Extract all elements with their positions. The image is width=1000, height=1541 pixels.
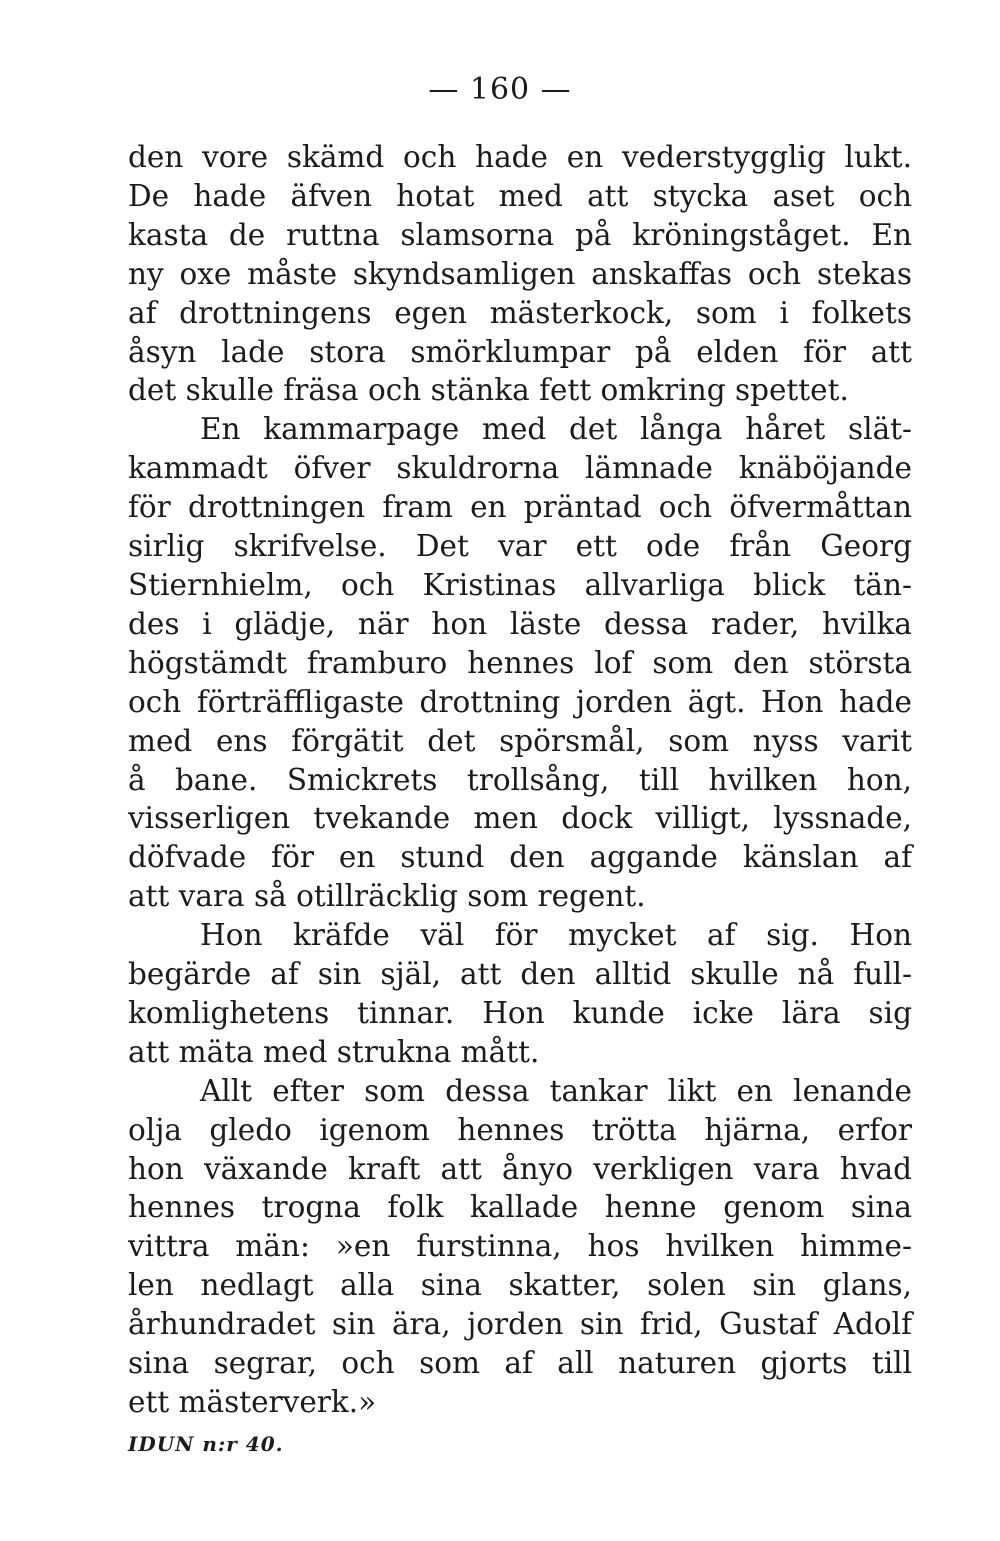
text-line: visserligen tvekande men dock villigt, lyssnade, [128,801,912,836]
text-line: åsyn lade stora smörklumpar på elden för att [128,334,912,369]
text-line: En kammarpage med det långa håret slät- [200,412,912,447]
text-line: högstämdt framburo hennes lof som den största [128,645,912,680]
paragraph [128,410,912,916]
text-line: och förträffligaste drottning jorden ägt. Hon hade [128,684,912,719]
text-line: den vore skämd och hade en vederstygglig lukt. [128,140,912,174]
text-line: Stiernhielm, och Kristinas allvarliga blick tän- [128,567,912,602]
text-line: kammadt öfver skuldrorna lämnade knäböjande [128,451,912,486]
text-line: len nedlagt alla sina skatter, solen sin glans, [128,1268,912,1303]
body-text [128,138,912,1422]
text-line: att vara så otillräcklig som regent. [128,879,646,914]
text-line: århundradet sin ära, jorden sin frid, Gustaf Adolf [128,1307,912,1342]
text-line: med ens förgätit det spörsmål, som nyss varit [128,723,912,758]
text-line: des i glädje, när hon läste dessa rader, hvilka [128,606,912,641]
text-line: sirlig skrifvelse. Det var ett ode från Georg [128,529,912,564]
text-line: det skulle fräsa och stänka fett omkring spettet. [128,373,849,408]
text-line: sina segrar, och som af all naturen gjorts till [128,1346,912,1381]
text-line: å bane. Smickrets trollsång, till hvilken hon, [128,762,912,797]
text-line: komlighetens tinnar. Hon kunde icke lära sig [128,995,912,1030]
text-line: ny oxe måste skyndsamligen anskaffas och stekas [128,256,912,291]
text-line: begärde af sin själ, att den alltid skulle nå full- [128,957,912,992]
text-line: hennes trogna folk kallade henne genom sina [128,1190,912,1225]
text-line: Hon kräfde väl för mycket af sig. Hon [200,918,912,953]
paragraph [128,1072,912,1422]
text-line: olja gledo igenom hennes trötta hjärna, erfor [128,1112,912,1147]
text-line: vittra män: »en furstinna, hos hvilken himme- [128,1229,912,1264]
signature-mark: IDUN n:r 40. [128,1432,284,1456]
text-line: hon växande kraft att ånyo verkligen vara hvad [128,1151,912,1186]
text-line: för drottningen fram en präntad och öfvermåttan [128,490,912,525]
paragraph [128,138,912,410]
paragraph [128,916,912,1072]
page-number: — 160 — [428,72,572,107]
text-line: ett mästerverk.» [128,1385,377,1419]
text-line: af drottningens egen mästerkock, som i folkets [128,295,912,330]
text-line: De hade äfven hotat med att stycka aset och [128,178,912,213]
text-line: döfvade för en stund den aggande känslan af [128,840,912,875]
text-line: kasta de ruttna slamsorna på kröningståget. En [128,217,912,252]
text-line: att mäta med strukna mått. [128,1034,540,1069]
text-line: Allt efter som dessa tankar likt en lenande [200,1073,912,1108]
